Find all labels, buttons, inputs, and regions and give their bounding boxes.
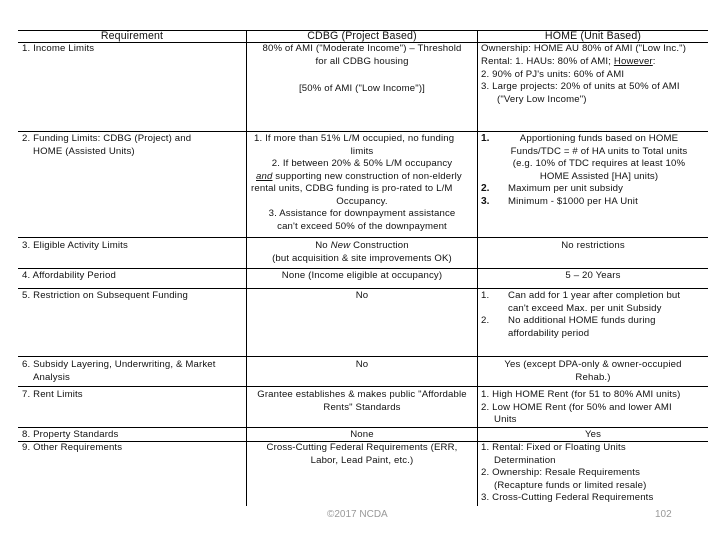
req-activity-limits: 3. Eligible Activity Limits [22, 240, 128, 251]
home-rent-line-3: Units [494, 414, 517, 425]
home-funding-num-1: 1. [481, 133, 490, 144]
home-income-line-3: 2. 90% of PJ's units: 60% of AMI [481, 69, 625, 80]
home-activity: No restrictions [561, 240, 625, 251]
home-funding-line-6: Minimum - $1000 per HA Unit [508, 196, 638, 207]
cdbg-subsidy: No [355, 359, 369, 370]
home-funding-line-4: HOME Assisted [HA] units) [539, 171, 659, 182]
req-funding-line-2: HOME (Assisted Units) [33, 146, 135, 157]
cdbg-income-line-1: 80% of AMI ("Moderate Income") – Threshold [262, 43, 462, 54]
row-divider-income [18, 131, 708, 132]
req-restriction: 5. Restriction on Subsequent Funding [22, 290, 188, 301]
req-rent-limits: 7. Rent Limits [22, 389, 83, 400]
cdbg-restriction: No [355, 290, 369, 301]
cdbg-rent-line-2: Rents" Standards [323, 402, 401, 413]
req-subsidy-line-1: 6. Subsidy Layering, Underwriting, & Market [22, 359, 216, 370]
home-property: Yes [584, 429, 602, 440]
cdbg-activity-no: No [315, 240, 328, 251]
cdbg-funding-line-4 [256, 171, 462, 184]
home-rent-line-1: 1. High HOME Rent (for 51 to 80% AMI units) [481, 389, 681, 400]
home-restriction-line-3: No additional HOME funds during [508, 315, 656, 326]
req-subsidy-line-2: Analysis [33, 372, 70, 383]
cdbg-activity-new: New [330, 240, 351, 251]
home-funding-num-3: 3. [481, 196, 490, 207]
cdbg-other-line-2: Labor, Lead Paint, etc.) [310, 455, 414, 466]
home-subsidy-line-2: Rehab.) [575, 372, 611, 383]
cdbg-activity-construction: Construction [353, 240, 409, 251]
home-income-line-4: 3. Large projects: 20% of units at 50% of AMI [481, 81, 680, 92]
cdbg-funding-line-1: 1. If more than 51% L/M occupied, no funding [254, 133, 455, 144]
home-restriction-num-2: 2. [481, 315, 490, 326]
home-funding-line-2: Funds/TDC = # of HA units to Total units [510, 146, 688, 157]
cdbg-funding-line-6: Occupancy. [336, 196, 388, 207]
row-divider-activity [18, 268, 708, 269]
req-income-limits: 1. Income Limits [22, 43, 95, 54]
home-funding-line-5: Maximum per unit subsidy [508, 183, 624, 194]
row-divider-funding [18, 237, 708, 238]
home-rent-line-2: 2. Low HOME Rent (for 50% and lower AMI [481, 402, 672, 413]
cdbg-income-line-2: for all CDBG housing [315, 56, 409, 67]
home-funding-num-2: 2. [481, 183, 490, 194]
cdbg-funding-line-5: rental units, CDBG funding is pro-rated to L/M [251, 183, 453, 194]
home-restriction-num-1: 1. [481, 290, 490, 301]
home-income-line-5: ("Very Low Income") [497, 94, 587, 105]
home-other-line-5: 3. Cross-Cutting Federal Requirements [481, 492, 654, 503]
req-other-requirements: 9. Other Requirements [22, 442, 123, 453]
row-divider-afford [18, 288, 708, 289]
home-income-line-2 [481, 56, 656, 69]
row-divider-rent [18, 427, 708, 428]
home-income-however: However [613, 56, 653, 67]
home-other-line-2: Determination [494, 455, 556, 466]
home-income-line-1: Ownership: HOME AU 80% of AMI ("Low Inc.") [481, 43, 687, 54]
row-divider-restriction [18, 356, 708, 357]
home-funding-line-3: (e.g. 10% of TDC requires at least 10% [512, 158, 686, 169]
cdbg-funding-line-7: 3. Assistance for downpayment assistance [268, 208, 456, 219]
home-restriction-line-4: affordability period [508, 328, 590, 339]
cdbg-property: None [350, 429, 374, 440]
header-requirement: Requirement [100, 30, 164, 42]
home-restriction-line-1: Can add for 1 year after completion but [508, 290, 681, 301]
cdbg-affordability: None (Income eligible at occupancy) [281, 270, 443, 281]
copyright-footer: ©2017 NCDA [327, 509, 388, 520]
cdbg-funding-and: and [256, 171, 273, 182]
page-number: 102 [655, 509, 672, 520]
cdbg-funding-line-2: limits [350, 146, 374, 157]
cdbg-income-line-3: [50% of AMI ("Low Income")] [298, 83, 426, 94]
cdbg-activity-line-2: (but acquisition & site improvements OK) [272, 253, 452, 264]
home-income-colon: : [652, 56, 656, 67]
header-home: HOME (Unit Based) [544, 30, 642, 42]
home-restriction-line-2: can't exceed Max. per unit Subsidy [508, 303, 662, 314]
home-other-line-1: 1. Rental: Fixed or Floating Units [481, 442, 626, 453]
home-other-line-4: (Recapture funds or limited resale) [494, 480, 647, 491]
req-affordability-period: 4. Affordability Period [22, 270, 116, 281]
req-funding-line-1: 2. Funding Limits: CDBG (Project) and [22, 133, 192, 144]
cdbg-funding-line-8: can't exceed 50% of the downpayment [277, 221, 447, 232]
cdbg-rent-line-1: Grantee establishes & makes public "Affordable [257, 389, 467, 400]
home-funding-line-1: Apportioning funds based on HOME [519, 133, 679, 144]
req-property-standards: 8. Property Standards [22, 429, 119, 440]
home-other-line-3: 2. Ownership: Resale Requirements [481, 467, 641, 478]
home-subsidy-line-1: Yes (except DPA-only & owner-occupied [504, 359, 682, 370]
home-income-rental: Rental: 1. HAUs: 80% of AMI; [481, 56, 612, 67]
header-cdbg: CDBG (Project Based) [307, 30, 417, 42]
cdbg-activity-line-1 [247, 240, 477, 253]
cdbg-funding-line-3: 2. If between 20% & 50% L/M occupancy [271, 158, 453, 169]
home-affordability: 5 – 20 Years [565, 270, 621, 281]
cdbg-other-line-1: Cross-Cutting Federal Requirements (ERR, [266, 442, 458, 453]
cdbg-funding-supporting: supporting new construction of non-elderly [275, 171, 462, 182]
row-divider-subsidy [18, 386, 708, 387]
